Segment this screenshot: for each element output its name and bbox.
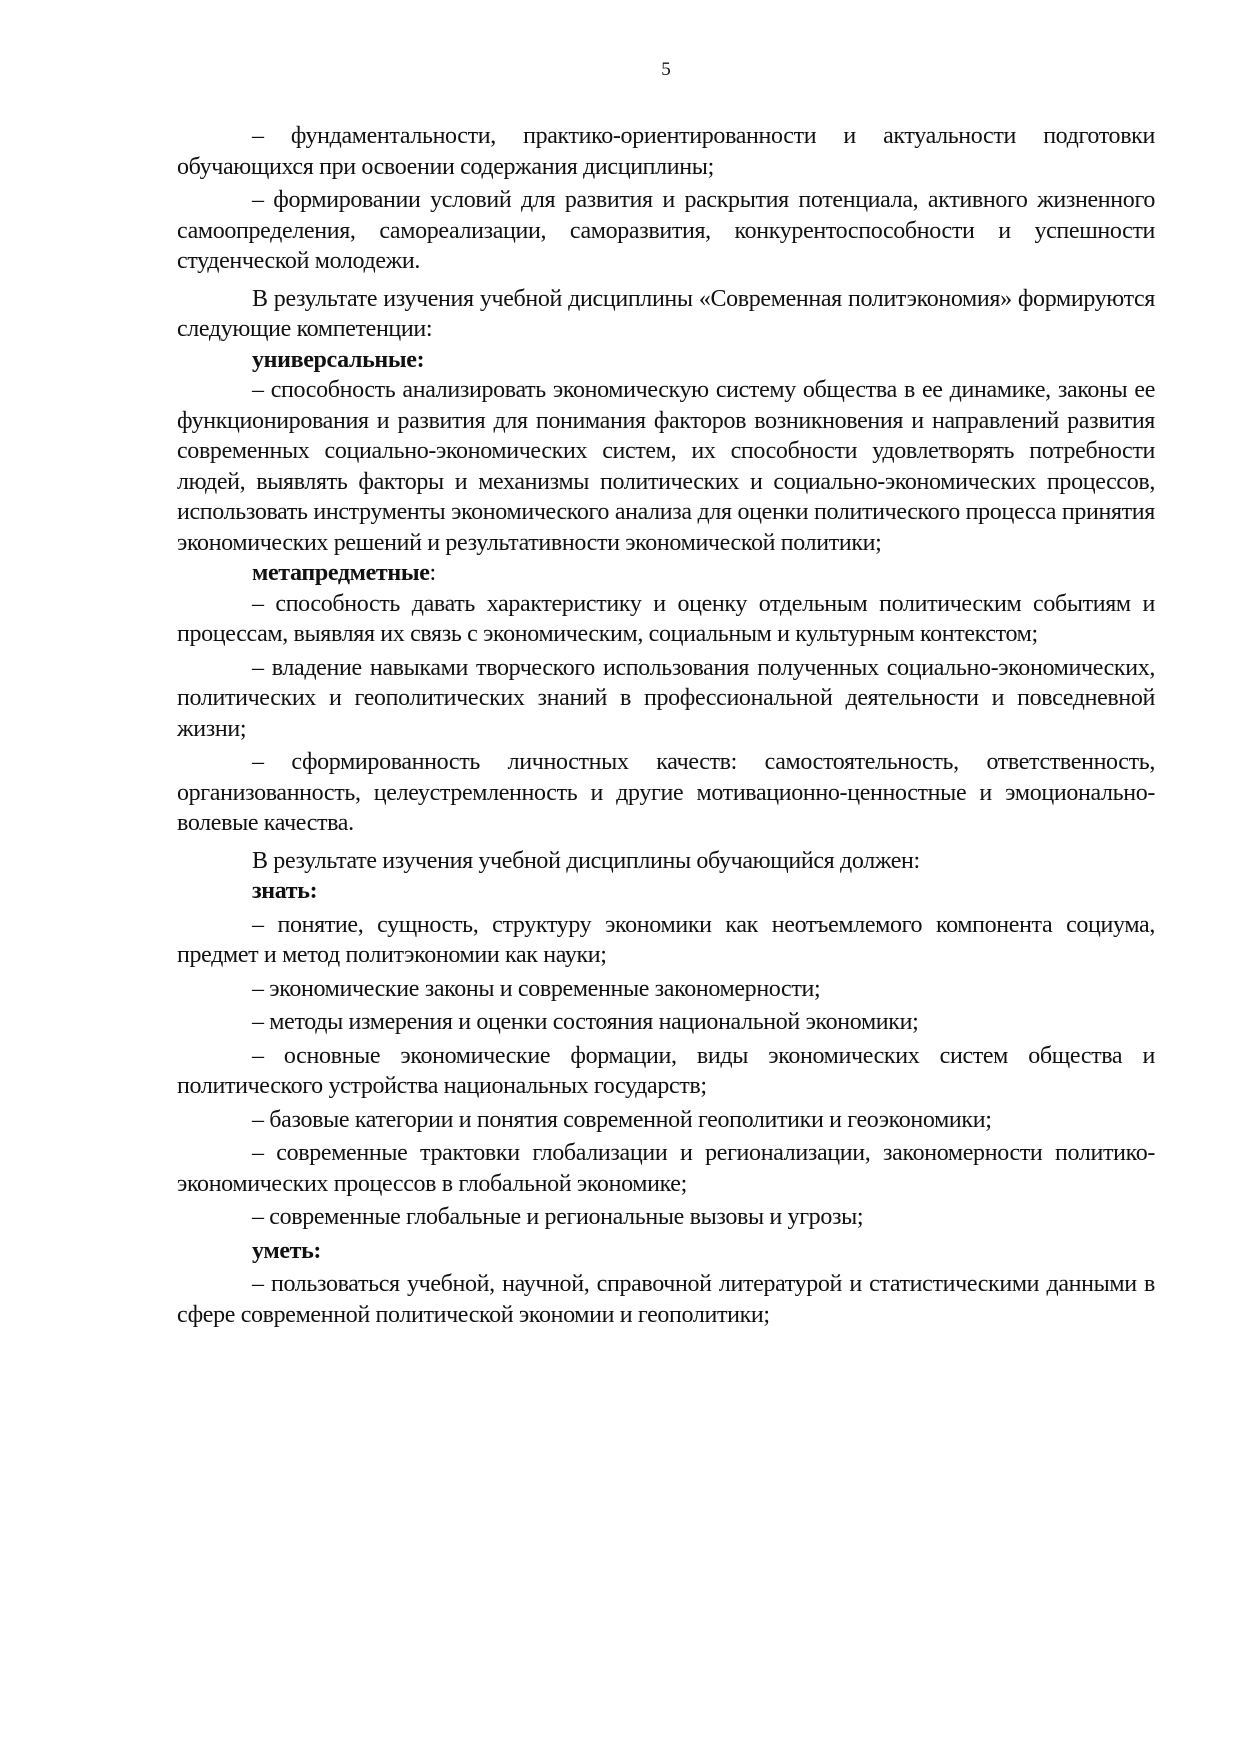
competency-meta-3: – сформированность личностных качеств: самостоятельность, ответственность, организованность, целеустремленность и другие мотивационно-ценностные и эмоционально-волевые качества. xyxy=(177,749,1155,836)
heading-metasubject-wrap xyxy=(177,558,1155,589)
heading-know: знать: xyxy=(252,878,318,904)
heading-be-able: уметь: xyxy=(252,1237,322,1264)
know-item-7: – современные глобальные и региональные вызовы и угрозы; xyxy=(252,1204,864,1230)
competencies-intro: В результате изучения учебной дисциплины «Современная политэкономия» формируются следующие компетенции: xyxy=(177,285,1155,342)
outcomes-intro: В результате изучения учебной дисциплины обучающийся должен: xyxy=(252,847,920,874)
competency-meta-2: – владение навыками творческого использования полученных социально-экономических, политических и геополитических знаний в профессиональной деятельности и повседневной жизни; xyxy=(177,654,1155,742)
know-item-4: – основные экономические формации, виды экономических систем общества и политического устройства национальных государств; xyxy=(177,1042,1155,1099)
competency-universal-1: – способность анализировать экономическую систему общества в ее динамике, законы ее функционирования и развития для понимания факторов возникновения и направлений развития современных социально-экономических систем, их способности удовлетворять потребности людей, выявлять факторы и механизмы политических и социально-экономических процессов, использовать инструменты экономического анализа для оценки политического процесса принятия экономических решений и результативности экономической политики; xyxy=(177,377,1155,556)
goal-item-conditions: – формировании условий для развития и раскрытия потенциала, активного жизненного самоопределения, самореализации, саморазвития, конкурентоспособности и успешности студенческой молодежи. xyxy=(177,187,1155,274)
heading-universal: универсальные: xyxy=(252,346,425,373)
document-body xyxy=(177,121,1155,1330)
goal-item-fundamentality: – фундаментальности, практико-ориентированности и актуальности подготовки обучающихся при освоении содержания дисциплины; xyxy=(177,123,1155,180)
know-item-3: – методы измерения и оценки состояния национальной экономики; xyxy=(252,1009,919,1035)
know-item-5: – базовые категории и понятия современной геополитики и геоэкономики; xyxy=(252,1106,992,1133)
know-item-1: – понятие, сущность, структуру экономики как неотъемлемого компонента социума, предмет и метод политэкономии как науки; xyxy=(177,911,1155,968)
know-item-6: – современные трактовки глобализации и регионализации, закономерности политико-экономических процессов в глобальной экономике; xyxy=(177,1140,1155,1197)
know-item-2: – экономические законы и современные закономерности; xyxy=(252,975,821,1002)
page-number: 5 xyxy=(661,59,671,80)
be-able-item-1: – пользоваться учебной, научной, справочной литературой и статистическими данными в сфере современной политической экономии и геополитики; xyxy=(177,1271,1155,1328)
competency-meta-1: – способность давать характеристику и оценку отдельным политическим событиям и процессам, выявляя их связь с экономическим, социальным и культурным контекстом; xyxy=(177,590,1155,647)
heading-metasubject: метапредметные xyxy=(252,560,430,586)
heading-metasubject-colon: : xyxy=(429,560,436,586)
